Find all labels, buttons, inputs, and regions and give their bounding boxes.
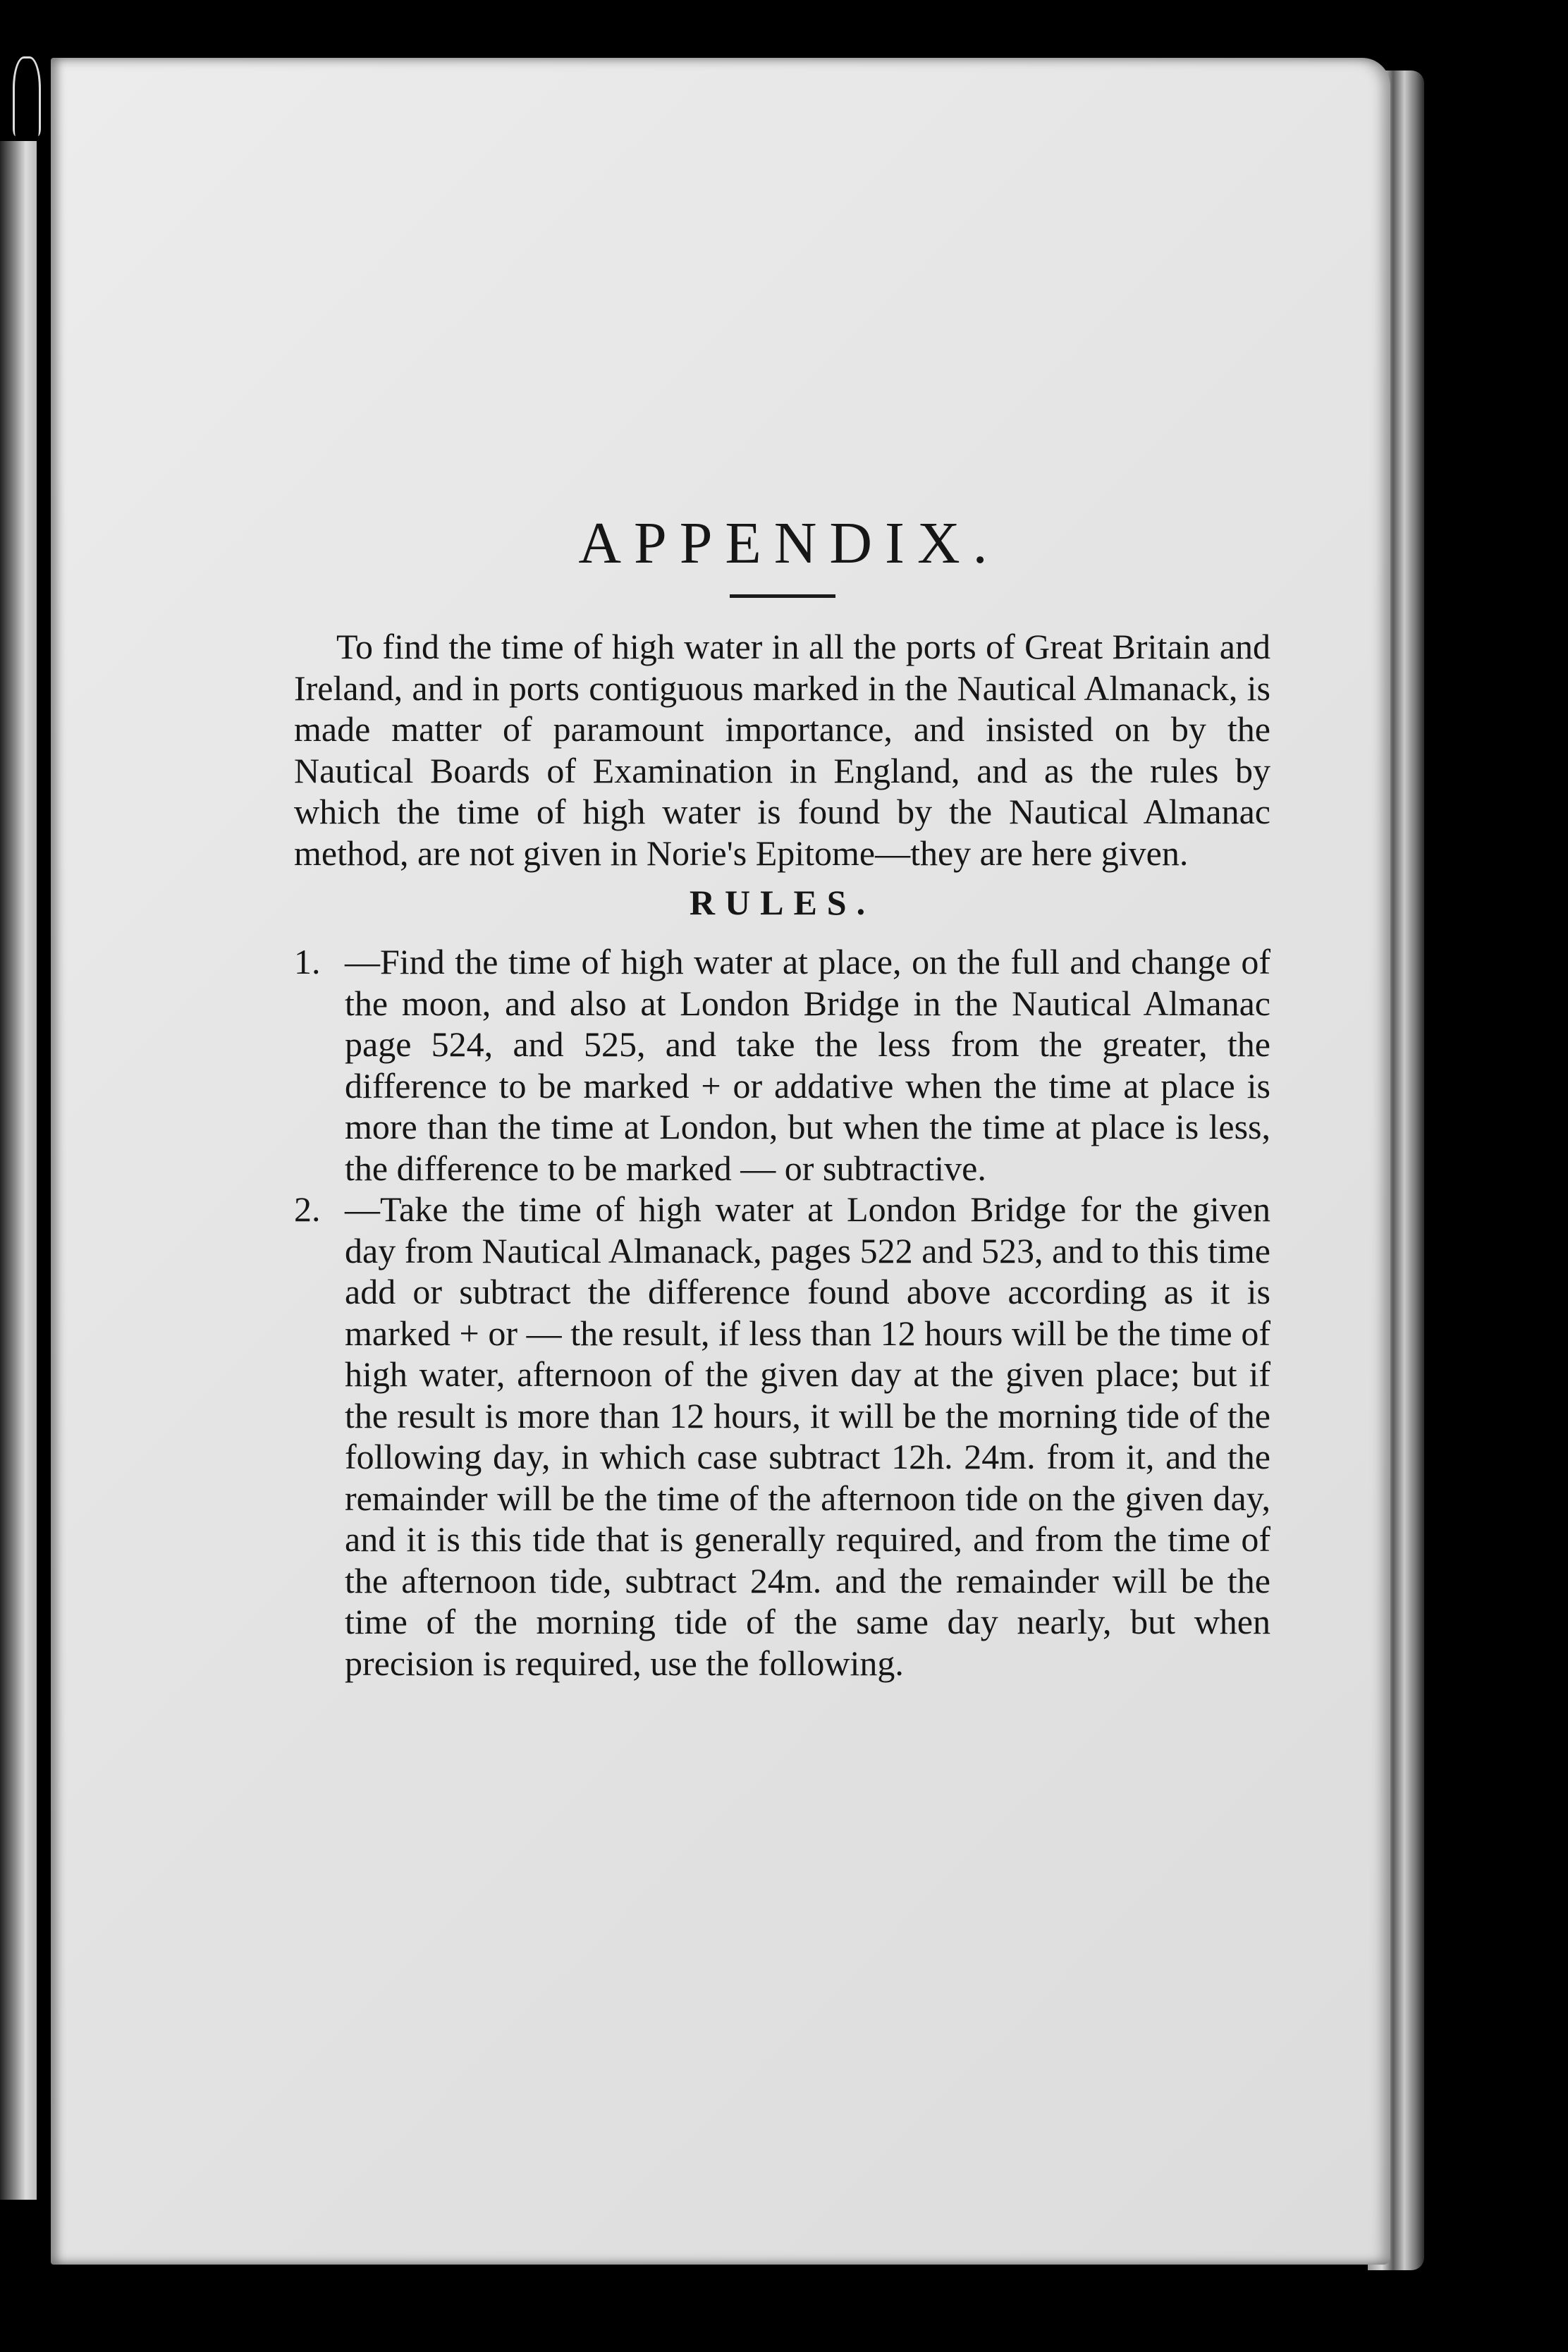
rule-text: —Find the time of high water at place, on the full and change of the moon, and also at London Bridge in the Nautical Almanac page 524, and 525, and take the less from the greater, the difference to be marked + or addative when the time at place is more than the time at London, but when the time at place is less, the difference to be marked — or subtractive. [345, 942, 1270, 1188]
binding-thread [13, 56, 41, 136]
previous-page-edge [0, 141, 37, 2200]
rules-heading: RULES. [689, 883, 876, 922]
rule-text: —Take the time of high water at London Bridge for the given day from Nautical Almanack, pages 522 and 523, and to this time add or subtract the difference found above according as it is marked + or — the result, if less than 12 hours will be the time of high water, afternoon of the given day at the given place; but if the result is more than 12 hours, it will be the morning tide of the following day, in which case subtract 12h. 24m. from it, and the remainder will be the time of the afternoon tide on the given day, and it is this tide that is generally required, and from the time of the afternoon tide, subtract 24m. and the remainder will be the time of the morning tide of the same day nearly, but when precision is required, use the following. [345, 1189, 1270, 1683]
rule-item-2 [294, 1189, 1270, 1684]
rule-number: 1. [294, 942, 321, 981]
page-title: APPENDIX. [578, 510, 1000, 576]
book-page [51, 58, 1390, 2265]
title-divider [730, 594, 835, 598]
rule-item-1 [294, 941, 1270, 1189]
intro-paragraph: To find the time of high water in all the ports of Great Britain and Ireland, and in ports contiguous marked in the Nautical Almanack, is made matter of paramount importance, and insisted on by the Nautical Boards of Examination in England, and as the rules by which the time of high water is found by the Nautical Almanac method, are not given in Norie's Epitome—they are here given. [294, 627, 1270, 873]
rule-number: 2. [294, 1189, 321, 1229]
page-content [294, 509, 1270, 1684]
rules-list [294, 941, 1270, 1684]
